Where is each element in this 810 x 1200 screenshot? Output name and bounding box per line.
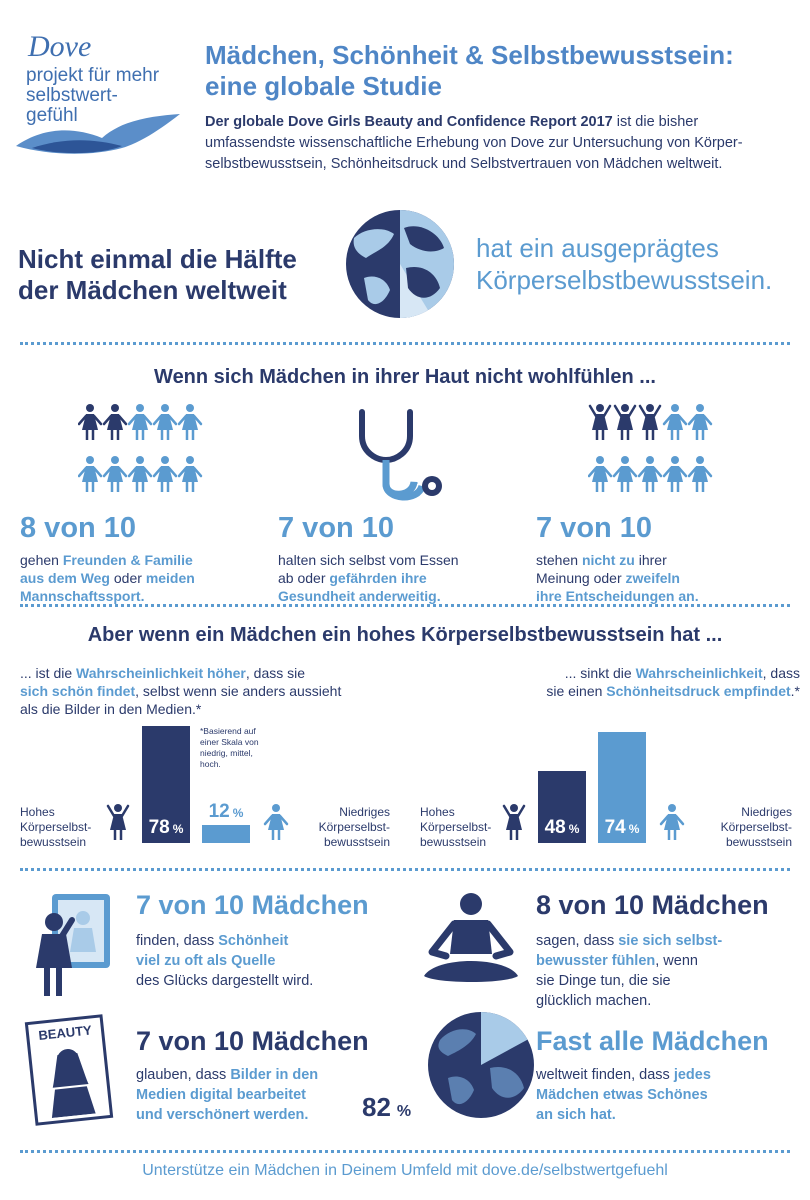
text: Hohes: [420, 805, 455, 819]
highlight: jedes: [673, 1067, 711, 1083]
intro-text: [205, 112, 805, 175]
text: glücklich machen.: [536, 993, 652, 1009]
text: gehen: [20, 552, 63, 568]
bar-high-label: 48 %: [544, 817, 580, 838]
highlight: viel zu oft als Quelle: [136, 953, 276, 969]
globe-half-icon: [344, 208, 456, 320]
text: .*: [790, 683, 800, 699]
girl-high-icon: [108, 804, 128, 840]
section2-right-text: [500, 664, 800, 700]
half-left-line2: der Mädchen weltweit: [18, 275, 287, 305]
half-statement: [18, 244, 338, 306]
divider: [20, 342, 790, 345]
meditation-icon: [416, 890, 526, 990]
pct-value: 82: [362, 1092, 391, 1122]
text: halten sich selbst vom Essen: [278, 552, 459, 568]
mirror-girl-icon: [28, 890, 128, 1002]
bar-low: [202, 825, 250, 843]
highlight: Mädchen etwas Schönes: [536, 1087, 708, 1103]
highlight: Schönheitsdruck empfindet: [606, 683, 791, 699]
section2-heading: Aber wenn ein Mädchen ein hohes Körperselbstbewusstsein hat ...: [87, 624, 723, 646]
text: ... ist die: [20, 665, 77, 681]
text: glauben, dass: [136, 1067, 231, 1083]
text: weltweit finden, dass: [536, 1067, 674, 1083]
girl-icon: [179, 456, 201, 492]
text: sie einen: [546, 683, 607, 699]
intro-rest: ist die bisher: [612, 114, 699, 130]
magazine-title: BEAUTY: [37, 1022, 93, 1043]
highlight: Medien digital bearbeitet: [136, 1087, 306, 1103]
girl-icon: [639, 456, 661, 492]
logo-line3: gefühl: [26, 105, 78, 126]
stat-col3-value: 7 von 10: [536, 512, 653, 544]
text: Körperselbst-: [20, 820, 92, 834]
pct-82: [362, 1092, 411, 1123]
text: , dass sie: [245, 665, 306, 681]
footnote-line: hoch.: [200, 759, 221, 769]
label-low-left: [300, 805, 390, 850]
intro-bold: Der globale Dove Girls Beauty and Confidence Report 2017: [205, 114, 613, 130]
text: des Glücks dargestellt wird.: [136, 973, 314, 989]
girls-grid-3: [588, 400, 718, 505]
text: Niedriges: [339, 805, 390, 819]
girls-grid-1: [78, 400, 208, 505]
text: sie Dinge tun, die sie: [536, 973, 671, 989]
text: bewusstsein: [20, 835, 87, 849]
logo-line1: projekt für mehr: [26, 65, 160, 86]
highlight: Freunden & Familie: [62, 552, 193, 568]
stat-a-value: 7 von 10 Mädchen: [136, 890, 369, 920]
text: Meinung oder: [536, 570, 626, 586]
logo-line2: selbstwert-: [26, 85, 118, 106]
intro-line3: selbstbewusstsein, Schönheitsdruck und Selbstvertrauen von Mädchen weltweit.: [205, 156, 723, 172]
highlight: bewusster fühlen: [536, 953, 656, 969]
girl-icon: [664, 456, 686, 492]
text: Körperselbst-: [720, 820, 792, 834]
highlight: nicht zu: [581, 552, 635, 568]
bar-chart-right: [492, 700, 702, 850]
girl-icon: [689, 404, 711, 440]
stethoscope-icon: [352, 406, 452, 506]
highlight: und verschönert werden.: [136, 1107, 309, 1123]
girl-icon: [79, 404, 101, 440]
page-title-line2: eine globale Studie: [205, 71, 442, 101]
girl-icon: [589, 456, 611, 492]
text: finden, dass: [136, 933, 219, 949]
label-high-left: [20, 805, 91, 850]
stat-b-value: 8 von 10 Mädchen: [536, 890, 769, 920]
bar-low-label: 74 %: [604, 817, 640, 838]
text: , selbst wenn sie anders aussieht: [135, 683, 342, 699]
footnote-line: niedrig, mittel,: [200, 748, 253, 758]
text: sagen, dass: [536, 933, 619, 949]
girl-low-icon: [661, 804, 683, 840]
half-right-line2: Körperselbstbewusstsein.: [476, 265, 773, 295]
highlight: aus dem Weg: [20, 570, 110, 586]
text: , wenn: [655, 953, 698, 969]
girl-icon: [104, 404, 126, 440]
label-high-right: [420, 805, 491, 850]
text: , dass: [762, 665, 800, 681]
page-title-line1: Mädchen, Schönheit & Selbstbewusstsein:: [205, 40, 734, 70]
girl-icon: [129, 456, 151, 492]
stat-b: [536, 890, 796, 1011]
text: ab oder: [278, 570, 330, 586]
highlight: zweifeln: [625, 570, 680, 586]
text: stehen: [536, 552, 582, 568]
girl-icon: [154, 404, 176, 440]
text: als die Bilder in den Medien.*: [20, 701, 202, 717]
highlight: gefährden ihre: [329, 570, 427, 586]
girl-icon: [640, 404, 660, 440]
highlight: meiden: [145, 570, 195, 586]
girl-icon: [614, 456, 636, 492]
highlight: Wahrscheinlichkeit höher: [76, 665, 246, 681]
page-title: [205, 40, 805, 102]
girl-icon: [104, 456, 126, 492]
pct-sign: %: [396, 1103, 412, 1120]
intro-line2: umfassendste wissenschaftliche Erhebung von Dove zur Untersuchung von Körper-: [205, 135, 743, 151]
girl-high-icon: [504, 804, 524, 840]
text: ... sinkt die: [564, 665, 636, 681]
stat-col3: [536, 512, 786, 605]
globe-82-icon: [426, 1010, 536, 1120]
highlight: Wahrscheinlichkeit: [635, 665, 763, 681]
text: Körperselbst-: [318, 820, 390, 834]
bar-low-label: 12 %: [208, 801, 244, 822]
footer-text: Unterstütze ein Mädchen in Deinem Umfeld mit dove.de/selbstwertgefuehl: [142, 1162, 668, 1179]
text: Hohes: [20, 805, 55, 819]
half-right-line1: hat ein ausgeprägtes: [476, 233, 719, 263]
stat-col2-value: 7 von 10: [278, 512, 395, 544]
footnote-line: einer Skala von: [200, 737, 259, 747]
half-right: [476, 232, 796, 296]
section1-heading: Wenn sich Mädchen in ihrer Haut nicht wohlfühlen ...: [154, 366, 656, 388]
label-low-right: [698, 805, 792, 850]
stat-a: [136, 890, 406, 991]
text: oder: [110, 570, 146, 586]
half-left-line1: Nicht einmal die Hälfte: [18, 244, 297, 274]
stat-d: [536, 1026, 798, 1125]
girl-icon: [615, 404, 635, 440]
highlight: Mannschaftssport.: [20, 588, 145, 604]
girl-icon: [664, 404, 686, 440]
stat-c-value: 7 von 10 Mädchen: [136, 1026, 369, 1056]
highlight: an sich hat.: [536, 1107, 616, 1123]
stat-col1: [20, 512, 260, 605]
highlight: ihre Entscheidungen an.: [536, 588, 699, 604]
text: bewusstsein: [725, 835, 792, 849]
stat-col1-value: 8 von 10: [20, 512, 137, 544]
bar-high-label: 78 %: [148, 817, 184, 838]
bar-chart-left: [96, 700, 306, 850]
highlight: sie sich selbst-: [618, 933, 723, 949]
girl-icon: [689, 456, 711, 492]
text: Niedriges: [741, 805, 792, 819]
highlight: Gesundheit anderweitig.: [278, 588, 441, 604]
text: Körperselbst-: [420, 820, 492, 834]
highlight: Schönheit: [218, 933, 289, 949]
text: ihrer: [634, 552, 667, 568]
girl-icon: [179, 404, 201, 440]
footnote-line: *Basierend auf: [200, 726, 256, 736]
highlight: Bilder in den: [230, 1067, 319, 1083]
stat-d-value: Fast alle Mädchen: [536, 1026, 769, 1056]
girl-icon: [590, 404, 610, 440]
dove-logo: [12, 28, 192, 168]
text: bewusstsein: [323, 835, 390, 849]
girl-icon: [129, 404, 151, 440]
girl-icon: [79, 456, 101, 492]
girl-low-icon: [265, 804, 287, 840]
logo-brand: Dove: [28, 30, 92, 63]
divider: [20, 1150, 790, 1153]
divider: [20, 868, 790, 871]
divider: [20, 604, 790, 607]
highlight: sich schön findet: [20, 683, 136, 699]
text: bewusstsein: [420, 835, 487, 849]
dove-bird-icon: [12, 105, 187, 158]
magazine-icon: [25, 1014, 113, 1126]
girl-icon: [154, 456, 176, 492]
stat-col2: [278, 512, 518, 605]
